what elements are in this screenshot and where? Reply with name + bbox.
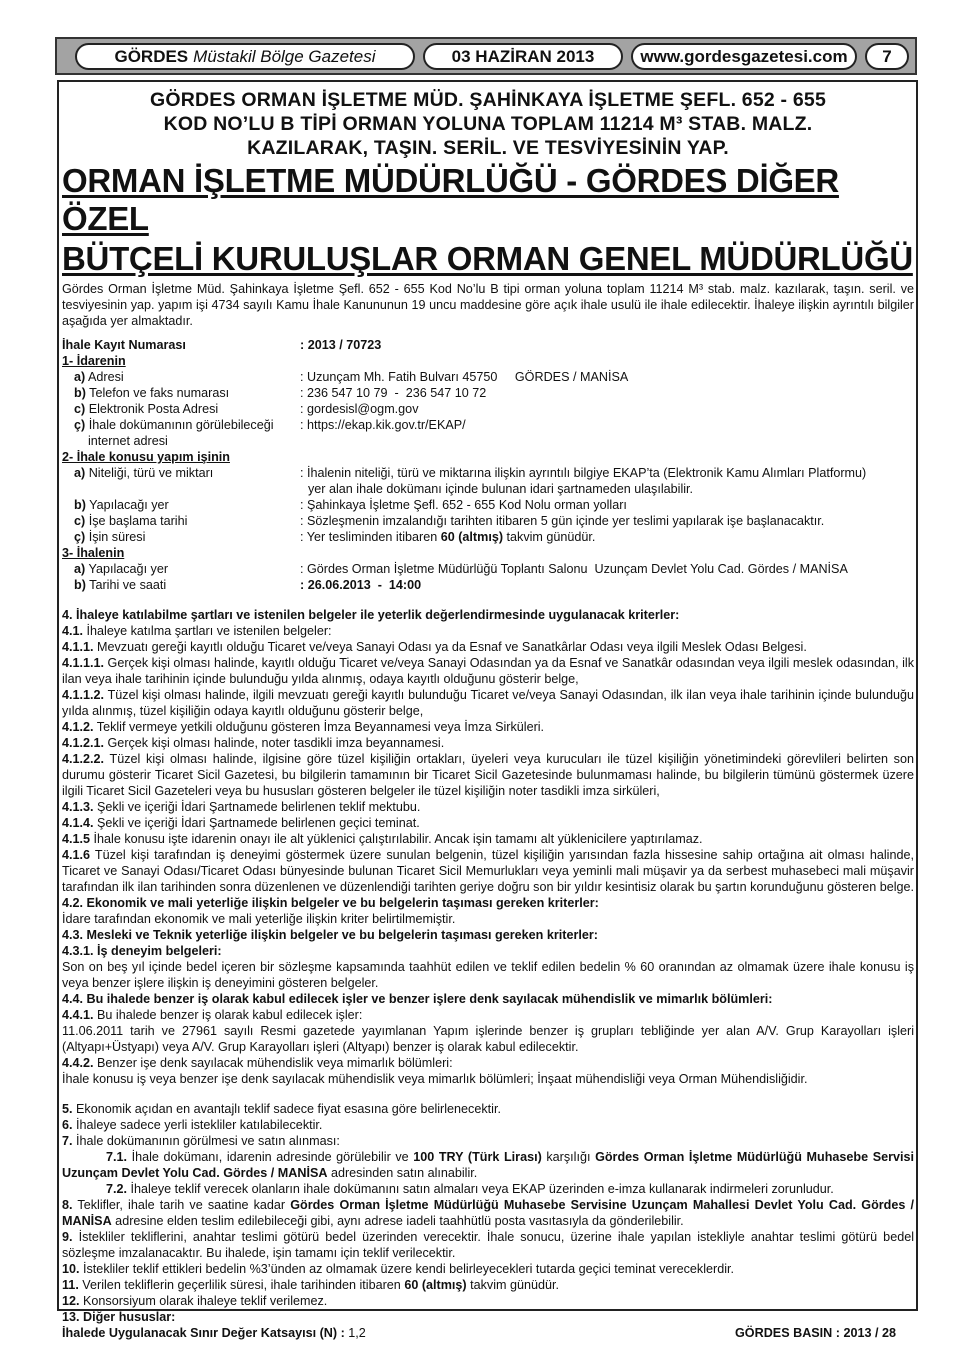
clause-number: 4.1.1.1. [62, 656, 105, 670]
section-3-title: 3- İhalenin [62, 546, 125, 560]
item-value: : Şahinkaya İşletme Şefl. 652 - 655 Kod Nolu orman yolları [300, 498, 627, 512]
item-key: b) [74, 498, 86, 512]
clause-number: 4.1.4. [62, 816, 94, 830]
intro-paragraph: Gördes Orman İşletme Müd. Şahinkaya İşletme Şefl. 652 - 655 Kod No’lu B tipi orman yoluna toplam 11214 M³ stab. malz. kazılarak, taşın. seril. ve tesviyesinin yap. yapım işi 4734 sayılı Kamu İhale Kanununun 19 uncu maddesine göre açık ihale usulü ile ihale edilecektir. İhaleye ilişkin ayrıntılı bilgiler aşağıda yer almaktadır. [62, 282, 914, 328]
section-2-title: 2- İhale konusu yapım işinin [62, 450, 230, 464]
clause-text: İhaleye katılma şartları ve istenilen belgeler: [83, 624, 332, 638]
purchase-address: Gördes Orman İşletme Müdürlüğü Muhasebe Servisi Uzunçam Devlet Yolu Cad. Gördes / MANİSA [62, 1150, 915, 1180]
clause-text: karşılığı [541, 1150, 596, 1164]
clause-number: 4.1.1.2. [62, 688, 105, 702]
item-label: İhale dokümanının görülebileceği [88, 418, 274, 432]
clause-number: 4.1.3. [62, 800, 94, 814]
clause-4-1-1 [62, 639, 914, 655]
clause-number: 5. [62, 1102, 73, 1116]
page-number-pill [865, 43, 909, 70]
item-value-bold: 60 (altmış) [440, 530, 504, 544]
clause-4-3-1-text: Son on beş yıl içinde bedel içeren bir sözleşme kapsamında taahhüt edilen ve teklif edilen bedelin % 60 oranından az olmamak üzere ihale konusu iş veya benzer işlere ilişkin iş deneyimini gösteren belgeler. [62, 960, 914, 990]
clause-number: 7.2. [106, 1182, 128, 1196]
clause-text: Tüzel kişi olması halinde, ilgisine göre tüzel kişiliğin ortakları, üyeleri veya kurucuları ile tüzel kişiliğin yönetimindeki görevlileri belirten son durumu gösterir Ticaret Sicil Gazetesi, bu bilgilerin tamamının bir Ticaret Sicil Gazetesinde bulunmaması halinde, bu bilgilerin tümünü göstermek üzere ilgili Ticaret Sicil Gazeteleri veya bu hususları gösteren belgeler ile tüzel kişiliğin noter tasdikli imza sirküleri, [62, 752, 914, 798]
item-value: : Yer tesliminden itibaren [300, 530, 441, 544]
clause-number: 4.4.1. [62, 1008, 94, 1022]
clause-4-1-6 [62, 847, 914, 895]
clause-4-3-1-heading: 4.3.1. İş deneyim belgeleri: [62, 944, 222, 958]
kayit-label: İhale Kayıt Numarası [62, 338, 186, 352]
clause-text: Şekli ve içeriği İdari Şartnamede belirlenen geçici teminat. [93, 816, 420, 830]
clause-text: takvim günüdür. [466, 1278, 560, 1292]
item-label: Elektronik Posta Adresi [88, 402, 219, 416]
clause-text: İstekliler teklif ettikleri bedelin %3’ünden az olmamak üzere kendi belirleyecekleri tutarda geçici teminat vereceklerdir. [79, 1262, 734, 1276]
paper-subtitle: Müstakil Bölge Gazetesi [193, 46, 376, 66]
submission-address: Gördes Orman İşletme Müdürlüğü Muhasebe Servisine Uzunçam Mahallesi Devlet Yolu Cad. Gördes / MANİSA [62, 1198, 914, 1228]
clause-4-1 [62, 623, 914, 639]
clause-4-1-2 [62, 719, 914, 735]
newspaper-header-bar [55, 37, 917, 75]
clause-number: 4.1.1. [62, 640, 94, 654]
item-value: : 236 547 10 79 - 236 547 10 72 [300, 386, 487, 400]
clause-8 [62, 1197, 914, 1229]
clause-7-2 [62, 1181, 914, 1197]
clause-number: 11. [62, 1278, 79, 1292]
clause-4-1-2-1 [62, 735, 914, 751]
section-1-title: 1- İdarenin [62, 354, 126, 368]
tender-datetime: : 26.06.2013 - 14:00 [300, 578, 422, 592]
item-value-post: takvim günüdür. [503, 530, 596, 544]
clause-4-1-2-2 [62, 751, 914, 799]
clause-text: Bu ihalede benzer iş olarak kabul edilecek işler: [93, 1008, 363, 1022]
headline-line-2: KOD NO’LU B TİPİ ORMAN YOLUNA TOPLAM 11214 M³ STAB. MALZ. [163, 113, 813, 135]
issue-date-pill [423, 43, 623, 70]
item-label: Yapılacağı yer [88, 562, 169, 576]
clause-4-1-3 [62, 799, 914, 815]
clause-number: 10. [62, 1262, 80, 1276]
clause-text: İhaleye teklif verecek olanların ihale dokümanını satın almaları veya EKAP üzerinden e-imza kullanarak indirmeleri zorunludur. [127, 1182, 834, 1196]
clause-number: 4.1.2.2. [62, 752, 105, 766]
clause-12 [62, 1293, 914, 1309]
headline-line-1: GÖRDES ORMAN İŞLETME MÜD. ŞAHİNKAYA İŞLETME ŞEFL. 652 - 655 [150, 89, 826, 111]
item-key: b) [74, 386, 86, 400]
clause-5 [62, 1101, 914, 1117]
clause-4-4-1 [62, 1007, 914, 1023]
clause-text: adresinden satın alınabilir. [327, 1166, 478, 1180]
clause-4-1-1-2 [62, 687, 914, 719]
item-key: c) [74, 402, 86, 416]
clause-number: 8. [62, 1198, 73, 1212]
headline-line-3: KAZILARAK, TAŞIN. SERİL. VE TESVİYESİNİN YAP. [247, 137, 729, 159]
clause-text: Teklif vermeye yetkili olduğunu gösteren İmza Beyannamesi veya İmza Sirküleri. [93, 720, 545, 734]
sec1-row-b [62, 385, 914, 401]
item-label: Niteliği, türü ve miktarı [88, 466, 214, 480]
clause-number: 6. [62, 1118, 73, 1132]
email-value: : gordesisl@ogm.gov [300, 402, 419, 416]
clause-number: 4.4.2. [62, 1056, 94, 1070]
validity-days: 60 (altmış) [404, 1278, 467, 1292]
item-label: Adresi [88, 370, 124, 384]
clause-number: 12. [62, 1294, 80, 1308]
clause-text: Tüzel kişi olması halinde, ilgili mevzuatı gereği kayıtlı bulunduğu Ticaret ve/veya Sanayi Odasından, ilk ilan veya ihale tarihinin içinde bulunduğu yılda alınmış, tüzel kişiliğin odaya kayıtlı olduğunu gösterir belge, [62, 688, 914, 718]
item-key: a) [74, 466, 86, 480]
clause-text: Benzer işe denk sayılacak mühendislik veya mimarlık bölümleri: [93, 1056, 453, 1070]
clause-text: Gerçek kişi olması halinde, noter tasdikli imza beyannamesi. [104, 736, 445, 750]
sec3-row-b [62, 577, 914, 593]
clause-4-1-4 [62, 815, 914, 831]
press-code: GÖRDES BASIN : 2013 / 28 [735, 1326, 896, 1340]
item-key: ç) [74, 418, 86, 432]
item-key: ç) [74, 530, 86, 544]
price: 100 TRY (Türk Lirası) [413, 1150, 542, 1164]
sec2-row-cc [62, 529, 914, 545]
clause-text: İhale dokümanı, idarenin adresinde görülebilir ve [127, 1150, 414, 1164]
clause-13-heading: 13. Diğer hususlar: [62, 1310, 176, 1324]
clause-7-1 [62, 1149, 914, 1181]
clause-9 [62, 1229, 914, 1261]
website-link[interactable]: www.gordesgazetesi.com [640, 46, 848, 66]
sec1-row-cc [62, 417, 914, 449]
item-value-cont: yer alan ihale dokümanı içinde bulunan idari şartnameden ulaşılabilir. [308, 482, 694, 496]
clause-number: 4.1.2. [62, 720, 94, 734]
clause-6 [62, 1117, 914, 1133]
sec1-row-a [62, 369, 914, 385]
item-value: : Uzunçam Mh. Fatih Bulvarı 45750 GÖRDES / MANİSA [300, 370, 629, 384]
item-key: a) [74, 370, 86, 384]
clause-4-1-5 [62, 831, 914, 847]
page-number: 7 [882, 46, 892, 66]
clause-text: İstekliler tekliflerini, anahtar teslimi götürü bedel üzerinden verecektir. İhale sonucu, üzerine ihale yapılan istekliyle anahtar teslimi götürü bedel sözleşme imzalanacaktır. Bu ihalede, işin tamamı için teklif verilecektir. [62, 1230, 914, 1260]
item-value: : İhalenin niteliği, türü ve miktarına ilişkin ayrıntılı bilgiye EKAP’ta (Elektronik Kamu Alımları Platformu) [300, 466, 867, 480]
ekap-url[interactable]: : https://ekap.kik.gov.tr/EKAP/ [300, 418, 466, 432]
sec2-row-b [62, 497, 914, 513]
announcement-footer [62, 1325, 914, 1341]
clause-text: Ekonomik açıdan en avantajlı teklif sadece fiyat esasına göre belirlenecektir. [72, 1102, 501, 1116]
clause-4-1-1-1 [62, 655, 914, 687]
clause-4-2-heading: 4.2. Ekonomik ve mali yeterliğe ilişkin belgeler ve bu belgelerin taşıması gereken kriterler: [62, 896, 599, 910]
announcement-content [62, 88, 914, 1341]
clause-text: Şekli ve içeriği İdari Şartnamede belirlenen teklif mektubu. [93, 800, 421, 814]
clause-10 [62, 1261, 914, 1277]
clause-4-4-heading: 4.4. Bu ihalede benzer iş olarak kabul edilecek işler ve benzer işlere denk sayılacak mühendislik ve mimarlık bölümleri: [62, 992, 773, 1006]
clause-4-3-heading: 4.3. Mesleki ve Teknik yeterliğe ilişkin belgeler ve bu belgelerin taşıması gereken kriterler: [62, 928, 598, 942]
item-value: : Gördes Orman İşletme Müdürlüğü Toplantı Salonu Uzunçam Devlet Yolu Cad. Gördes / MANİSA [300, 562, 848, 576]
clause-text: İhaleye sadece yerli istekliler katılabilecektir. [72, 1118, 323, 1132]
item-label: Tarihi ve saati [89, 578, 167, 592]
item-key: b) [74, 578, 86, 592]
item-label: Telefon ve faks numarası [89, 386, 230, 400]
institution-title-1: ORMAN İŞLETME MÜDÜRLÜĞÜ - GÖRDES DİĞER ÖZEL [62, 162, 839, 237]
item-key: a) [74, 562, 86, 576]
clause-4-4-2 [62, 1055, 914, 1071]
clause-text: Gerçek kişi olması halinde, kayıtlı olduğu Ticaret ve/veya Sanayi Odasından ya da Esnaf ve Sanatkâr odasından veya ilgili meslek odasından, ilk ilan veya ihale tarihinin içinde bulunduğu yılda alınmış, odaya kayıtlı olduğunu gösterir belge, [62, 656, 914, 686]
clause-text: Mevzuatı gereği kayıtlı olduğu Ticaret ve/veya Sanayi Odası ya da Esnaf ve Sanatkârlar Odası veya ilgili Meslek Odası Belgesi. [93, 640, 807, 654]
sec2-row-a [62, 465, 914, 497]
clause-text: Konsorsiyum olarak ihaleye teklif verilemez. [79, 1294, 328, 1308]
issue-date: 03 HAZİRAN 2013 [451, 46, 595, 66]
clause-number: 9. [62, 1230, 73, 1244]
clause-11 [62, 1277, 914, 1293]
item-label: İşin süresi [88, 530, 146, 544]
sec3-row-a [62, 561, 914, 577]
sec2-row-c [62, 513, 914, 529]
criteria-heading: 4. İhaleye katılabilme şartları ve istenilen belgeler ile yeterlik değerlendirmesinde uygulanacak kriterler: [62, 608, 680, 622]
clause-number: 4.1.6 [62, 848, 91, 862]
clause-text: İhale dokümanının görülmesi ve satın alınması: [72, 1134, 340, 1148]
sec1-row-c [62, 401, 914, 417]
clause-number: 7.1. [106, 1150, 128, 1164]
clause-7 [62, 1133, 914, 1149]
kayit-row [62, 337, 914, 353]
clause-text: Teklifler, ihale tarih ve saatine kadar [72, 1198, 291, 1212]
kayit-value: : 2013 / 70723 [300, 338, 382, 352]
clause-number: 4.1.5 [62, 832, 91, 846]
item-label: İşe başlama tarihi [88, 514, 188, 528]
clause-4-4-2-text: İhale konusu iş veya benzer işe denk sayılacak mühendislik veya mimarlık bölümleri; İnşaat mühendisliği veya Orman Mühendisliğidir. [62, 1072, 808, 1086]
clause-number: 4.1.2.1. [62, 736, 105, 750]
clause-number: 4.1. [62, 624, 84, 638]
website-pill [631, 43, 857, 70]
threshold-value: 1,2 [344, 1326, 366, 1340]
item-label-cont: internet adresi [88, 434, 168, 448]
paper-name: GÖRDES [114, 46, 189, 66]
item-key: c) [74, 514, 86, 528]
threshold-label: İhalede Uygulanacak Sınır Değer Katsayısı (N) : [62, 1326, 345, 1340]
clause-4-2-text: İdare tarafından ekonomik ve mali yeterliğe ilişkin kriter belirtilmemiştir. [62, 912, 456, 926]
clause-text: İhale konusu işte idarenin onayı ile alt yüklenici çalıştırılabilir. Ancak işin tamamı alt yüklenicilere yaptırılamaz. [90, 832, 703, 846]
clause-4-4-1-text: 11.06.2011 tarih ve 27961 sayılı Resmi gazetede yayımlanan Yapım işlerinde benzer iş grupları tebliğinde yer alan A/V. Grup Karayolları işleri (Altyapı+Üstyapı) veya A/V. Grup Karayolları işleri (Altyapı) benzer iş olarak kabul edilecektir. [62, 1024, 914, 1054]
clause-text: Tüzel kişi tarafından iş deneyimi göstermek üzere sunulan belgenin, tüzel kişiliğin yarısından fazla hissesine sahip ortağına ait olması halinde, Ticaret ve Sanayi Odası/Ticaret Odası bünyesinde bulunan Ticaret Sicil Memurlukları veya yeminli mali müşavir ya da serbest muhasebeci mali müşavir tarafından ilk ilan tarihinden sonra düzenlenen ve düzenlendiği tarihten geriye doğru son bir yıldır kesintisiz olarak bu şartın korunduğunu gösteren belge. [62, 848, 915, 894]
clause-text: adresine elden teslim edilebileceği gibi, aynı adrese iadeli taahhütlü posta vasıtasıyla da gönderilebilir. [111, 1214, 684, 1228]
clause-text: Verilen tekliflerin geçerlilik süresi, ihale tarihinden itibaren [78, 1278, 405, 1292]
item-label: Yapılacağı yer [89, 498, 169, 512]
clause-number: 7. [62, 1134, 73, 1148]
institution-title-2: BÜTÇELİ KURULUŞLAR ORMAN GENEL MÜDÜRLÜĞÜ [62, 240, 913, 277]
item-value: : Sözleşmenin imzalandığı tarihten itibaren 5 gün içinde yer teslimi yapılarak işe başlanacaktır. [300, 514, 825, 528]
paper-name-pill [75, 43, 415, 70]
